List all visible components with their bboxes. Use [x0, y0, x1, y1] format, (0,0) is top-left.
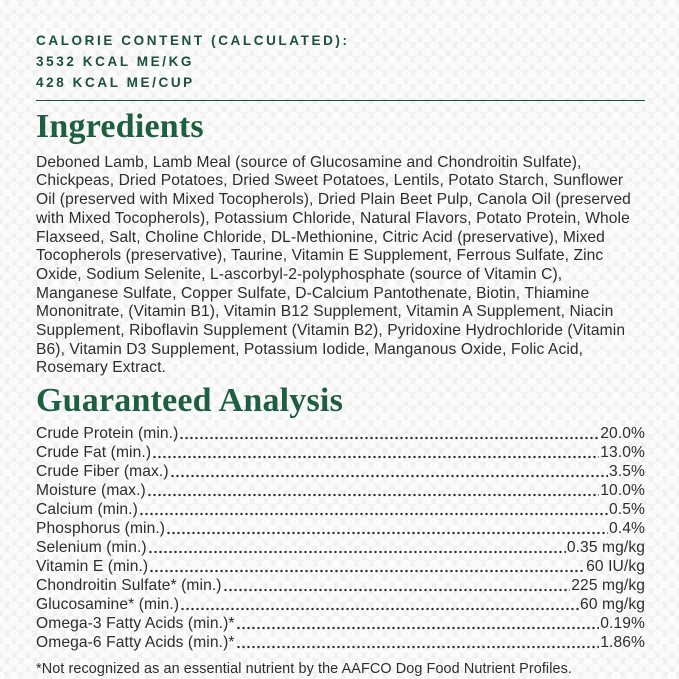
guaranteed-analysis-heading: Guaranteed Analysis [36, 382, 344, 420]
analysis-row-value: 20.0% [600, 424, 645, 442]
analysis-row-label: Crude Protein (min.) [36, 424, 179, 442]
analysis-row-label: Selenium (min.) [36, 538, 147, 556]
analysis-row [36, 538, 645, 557]
calorie-content-title: CALORIE CONTENT (CALCULATED): [36, 33, 350, 48]
analysis-row [36, 519, 645, 538]
analysis-row-value: 0.5% [609, 500, 645, 518]
analysis-row-value: 0.35 mg/kg [566, 538, 645, 556]
analysis-row-value: 10.0% [600, 481, 645, 499]
ingredients-text: Deboned Lamb, Lamb Meal (source of Glucosamine and Chondroitin Sulfate), Chickpeas, Dried Potatoes, Dried Sweet Potatoes, Lentils, Potato Starch, Sunflower Oil (preserved with Mixed Tocopherols), Dried Plain Beet Pulp, Canola Oil (preserved with Mixed Tocopherols), Potassium Chloride, Natural Flavors, Potato Protein, Whole Flaxseed, Salt, Choline Chloride, DL-Methionine, Citric Acid (preservative), Mixed Tocopherols (preservative), Taurine, Vitamin E Supplement, Ferrous Sulfate, Zinc Oxide, Sodium Selenite, L-ascorbyl-2-polyphosphate (source of Vitamin C), Manganese Sulfate, Copper Sulfate, D-Calcium Pantothenate, Biotin, Thiamine Mononitrate, (Vitamin B1), Vitamin B12 Supplement, Vitamin A Supplement, Niacin Supplement, Riboflavin Supplement (Vitamin B2), Pyridoxine Hydrochloride (Vitamin B6), Vitamin D3 Supplement, Potassium Iodide, Manganous Oxide, Folic Acid, Rosemary Extract. [36, 153, 631, 377]
dot-leader [236, 636, 600, 652]
analysis-row-label: Glucosamine* (min.) [36, 595, 180, 613]
analysis-row-value: 60 mg/kg [580, 595, 645, 613]
analysis-row [36, 481, 645, 500]
analysis-row [36, 443, 645, 462]
analysis-row-value: 13.0% [600, 443, 645, 461]
dot-leader [139, 503, 608, 519]
analysis-table [36, 424, 645, 652]
analysis-row [36, 557, 645, 576]
analysis-row-value: 0.19% [600, 614, 645, 632]
dot-leader [236, 617, 600, 633]
analysis-row-label: Crude Fat (min.) [36, 443, 152, 461]
analysis-row-label: Omega-6 Fatty Acids (min.)* [36, 633, 235, 651]
analysis-row-label: Vitamin E (min.) [36, 557, 149, 575]
analysis-row-value: 60 IU/kg [586, 557, 645, 575]
analysis-row-value: 3.5% [609, 462, 645, 480]
dot-leader [223, 579, 571, 595]
analysis-row-value: 1.86% [600, 633, 645, 651]
dot-leader [152, 446, 599, 462]
analysis-row [36, 633, 645, 652]
analysis-row [36, 576, 645, 595]
analysis-row [36, 595, 645, 614]
analysis-row-label: Moisture (max.) [36, 481, 146, 499]
analysis-row [36, 424, 645, 443]
section-divider [36, 100, 645, 101]
dot-leader [147, 484, 599, 500]
analysis-row-value: 0.4% [609, 519, 645, 537]
dot-leader [166, 522, 608, 538]
analysis-row-label: Phosphorus (min.) [36, 519, 166, 537]
analysis-row-label: Calcium (min.) [36, 500, 138, 518]
dot-leader [148, 541, 566, 557]
analysis-row [36, 462, 645, 481]
dot-leader [149, 560, 585, 576]
ingredients-heading: Ingredients [36, 108, 204, 145]
calorie-kcal-per-kg: 3532 KCAL ME/KG [36, 54, 195, 69]
analysis-row [36, 500, 645, 519]
aafco-footnote: *Not recognized as an essential nutrient by the AAFCO Dog Food Nutrient Profiles. [36, 660, 573, 677]
analysis-row-label: Crude Fiber (max.) [36, 462, 169, 480]
analysis-row-label: Omega-3 Fatty Acids (min.)* [36, 614, 235, 632]
dot-leader [180, 598, 579, 614]
dot-leader [179, 427, 599, 443]
calorie-content-block [36, 30, 645, 93]
dot-leader [170, 465, 608, 481]
calorie-kcal-per-cup: 428 KCAL ME/CUP [36, 75, 195, 90]
analysis-row-value: 225 mg/kg [571, 576, 645, 594]
analysis-row-label: Chondroitin Sulfate* (min.) [36, 576, 222, 594]
analysis-row [36, 614, 645, 633]
